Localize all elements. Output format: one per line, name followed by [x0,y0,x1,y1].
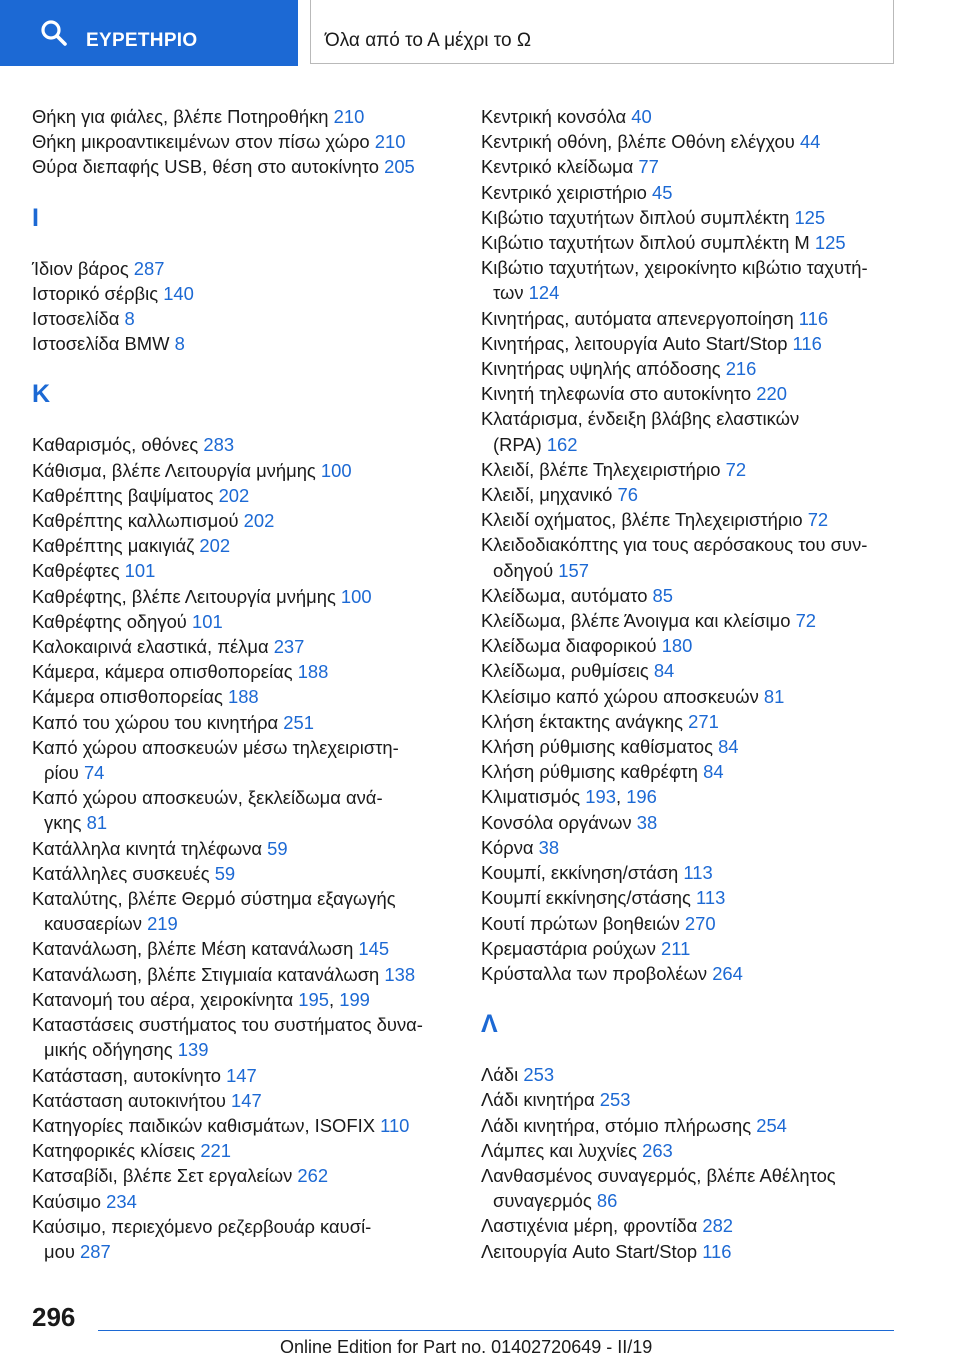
index-entry-term: Κάθισμα, βλέπε Λειτουργία μνήμης [32,459,321,481]
page-link[interactable]: 234 [106,1190,137,1212]
index-entry [32,306,462,331]
page-link[interactable]: 202 [218,484,250,506]
page-link[interactable]: 8 [174,333,185,355]
index-entry-term: Ιστοσελίδα [32,308,125,330]
index-entry [481,1213,911,1238]
index-entry [32,281,462,306]
index-entry [481,1163,911,1213]
page-link[interactable]: 140 [163,282,194,304]
index-entry [481,784,911,809]
index-entry [481,180,911,205]
index-entry [481,1239,911,1264]
index-entry [481,583,911,608]
page-link[interactable]: 195 [298,988,329,1010]
index-entry [481,482,911,507]
index-entry-term: Κουμπί, εκκίνηση/στάση [481,862,684,884]
index-entry [32,1163,462,1188]
page-link[interactable]: 85 [652,584,674,606]
page-link[interactable]: 270 [684,912,716,934]
index-entry-term: Κεντρικό χειριστήριο [481,181,652,203]
page-link[interactable]: 72 [795,610,817,632]
index-entry-term: Κλειδί, βλέπε Τηλεχειριστήριο [481,458,726,480]
page-link[interactable]: 124 [528,282,560,304]
index-entry [32,659,462,684]
page-link[interactable]: 40 [631,106,652,127]
index-entry [481,306,911,331]
index-entry-term: Κατανάλωση, βλέπε Στιγμιαία κατανάλωση [32,963,385,985]
page-link[interactable]: 216 [725,358,757,380]
index-entry-term: Κλειδοδιακόπτης για τους αερόσακους του συν- [481,534,868,556]
index-entry-term: Κιβώτιο ταχυτήτων διπλού συμπλέκτη M [481,232,815,254]
page-separator: , [615,786,627,808]
index-entry-term: Κλείσιμο καπό χώρου αποσκευών [481,685,764,707]
page-link[interactable]: 72 [725,458,747,480]
index-entry [481,709,911,734]
index-entry-term: Κεντρική οθόνη, βλέπε Οθόνη ελέγχου [481,131,800,153]
index-entry [481,961,911,986]
index-entry [32,861,462,886]
page-link[interactable]: 139 [177,1039,209,1061]
page-link[interactable]: 113 [696,887,726,909]
page-link[interactable]: 45 [652,181,673,203]
index-entry [32,584,462,609]
index-entry [32,104,462,129]
index-entry-term: Κρύσταλλα των προβολέων [481,962,713,984]
index-entry-term: Καθρέπτης μακιγιάζ [32,535,200,557]
index-entry-term: Καύσιμο, περιεχόμενο ρεζερβουάρ καυσί- [32,1215,372,1237]
page-link[interactable]: 180 [661,635,693,657]
index-entry-term: Καθρέφτες [32,560,125,582]
index-entry [481,255,911,305]
index-entry-term: Θήκη για φιάλες, βλέπε Ποτηροθήκη [32,106,334,127]
index-entry [32,886,462,936]
page-link[interactable]: 101 [191,610,223,632]
page-link[interactable]: 116 [798,307,829,329]
index-entry [32,154,462,179]
page-link[interactable]: 162 [546,433,578,455]
index-entry-term: Κονσόλα οργάνων [481,811,637,833]
index-entry [481,734,911,759]
page-link[interactable]: 263 [642,1139,673,1161]
index-entry-term: Κλήση έκτακτης ανάγκης [481,710,689,732]
index-entry [481,860,911,885]
index-entry [481,406,911,456]
index-entry [481,104,911,129]
page-link[interactable]: 8 [124,308,135,330]
page-link[interactable]: 59 [267,837,288,859]
index-entry [32,331,462,356]
page-link[interactable]: 282 [702,1215,734,1237]
index-entry [481,684,911,709]
page-link[interactable]: 81 [763,685,785,707]
index-entry [481,1087,911,1112]
page-link[interactable]: 145 [358,938,390,960]
index-entry-term: Κλατάρισμα, ένδειξη βλάβης ελαστικών [481,408,800,430]
page-link[interactable]: 100 [320,459,352,481]
index-entry-term: των [493,282,529,304]
index-entry-term: Ίδιον βάρος [32,257,134,279]
index-letter-heading: Λ [481,1010,498,1039]
index-entry-term: (RPA) [493,433,547,455]
index-entry-term: Καθαρισμός, οθόνες [32,434,204,456]
page-link[interactable]: 59 [214,862,236,884]
index-entry-term: Καλοκαιρινά ελαστικά, πέλμα [32,636,274,658]
index-entry-term: Καταστάσεις συστήματος του συστήματος δυνα- [32,1014,423,1036]
page-link[interactable]: 188 [227,686,259,708]
index-entry [481,129,911,154]
index-entry [32,609,462,634]
index-entry [481,1062,911,1087]
index-entry-term: Καταλύτης, βλέπε Θερμό σύστημα εξαγωγής [32,888,396,910]
index-entry-term: Ιστοσελίδα BMW [32,333,175,355]
index-entry-term: Κλείδωμα διαφορικού [481,635,662,657]
page-number: 296 [32,1302,76,1332]
page-link[interactable]: 101 [124,560,156,582]
index-entry-term: Κατανάλωση, βλέπε Μέση κατανάλωση [32,938,359,960]
index-entry-term: Κεντρικό κλείδωμα [481,156,639,178]
index-entry [481,1113,911,1138]
page-link[interactable]: 237 [273,636,305,658]
index-entry [32,508,462,533]
index-entry-term: Κατηφορικές κλίσεις [32,1140,201,1162]
index-entry-term: Κλιματισμός [481,786,586,808]
index-entry-term: Κουμπί εκκίνησης/στάσης [481,887,696,909]
page-link[interactable]: 125 [794,206,826,228]
index-entry-term: συναγερμός [493,1190,597,1212]
page-link[interactable]: 219 [147,913,178,935]
page-link[interactable]: 211 [661,937,691,959]
page-link[interactable]: 220 [756,383,787,405]
page-link[interactable]: 84 [718,736,739,758]
index-entry-term: Λάμπες και λυχνίες [481,1139,643,1161]
page-link[interactable]: 38 [538,836,560,858]
index-entry-term: Θύρα διεπαφής USB, θέση στο αυτοκίνητο [32,156,385,178]
index-entry-term: Κλείδωμα, ρυθμίσεις [481,660,654,682]
index-entry [481,507,911,532]
index-entry-term: Καθρέφτης, βλέπε Λειτουργία μνήμης [32,585,341,607]
page-link[interactable]: 116 [702,1240,732,1262]
index-entry [32,129,462,154]
page-link[interactable]: 196 [626,786,657,808]
index-entry [481,381,911,406]
index-entry-term: Καύσιμο [32,1190,107,1212]
page-link[interactable]: 84 [653,660,675,682]
index-entry [32,1088,462,1113]
index-entry [32,432,462,457]
page-link[interactable]: 251 [283,711,314,733]
index-entry [481,331,911,356]
index-entry [481,154,911,179]
index-entry [481,230,911,255]
page-link[interactable]: 72 [807,509,829,531]
index-entry-term: Λάδι κινητήρα, στόμιο πλήρωσης [481,1114,757,1136]
section-title: Όλα από το Α μέχρι το Ω [325,30,532,51]
index-entry [481,457,911,482]
index-entry-term: Λανθασμένος συναγερμός, βλέπε Αθέλητος [481,1164,836,1186]
index-entry [32,1189,462,1214]
index-entry [481,658,911,683]
index-entry [32,936,462,961]
index-entry-term: Κλείδωμα, αυτόματο [481,584,653,606]
index-entry [32,1138,462,1163]
index-entry-term: Κινητή τηλεφωνία στο αυτοκίνητο [481,383,757,405]
page-link[interactable]: 210 [333,106,365,127]
page-link[interactable]: 157 [558,559,589,581]
index-entry [32,836,462,861]
index-entry [481,759,911,784]
page-link[interactable]: 287 [80,1240,111,1262]
index-entry-term: Κατσαβίδι, βλέπε Σετ εργαλείων [32,1165,298,1187]
page-link[interactable]: 264 [712,962,743,984]
index-entry-term: οδηγού [493,559,559,581]
index-entry-term: γκης [44,812,87,834]
index-entry [32,684,462,709]
page-separator: , [328,988,340,1010]
index-entry-term: Ιστορικό σέρβις [32,282,164,304]
index-entry-term: Κλειδί οχήματος, βλέπε Τηλεχειριστήριο [481,509,808,531]
page-link[interactable]: 81 [86,812,108,834]
index-entry-term: μου [44,1240,80,1262]
index-entry-term: Κλειδί, μηχανικό [481,484,618,506]
page-link[interactable]: 113 [683,862,713,884]
index-entry-term: Κόρνα [481,836,539,858]
page-link[interactable]: 283 [203,434,235,456]
index-letter-heading: Ι [32,203,39,232]
index-column-left [32,104,462,1264]
index-entry-term: Κουτί πρώτων βοηθειών [481,912,685,934]
index-entry-term: Κατάσταση, αυτοκίνητο [32,1064,227,1086]
page-link[interactable]: 287 [133,257,165,279]
index-entry [481,810,911,835]
index-entry-term: Καπό χώρου αποσκευών μέσω τηλεχειριστη- [32,736,399,758]
index-entry-term: καυσαερίων [44,913,148,935]
index-entry-term: Κιβώτιο ταχυτήτων διπλού συμπλέκτη [481,206,795,228]
index-entry-term: Κατάλληλα κινητά τηλέφωνα [32,837,268,859]
index-entry-term: Κάμερα οπισθοπορείας [32,686,228,708]
page-link[interactable]: 44 [799,131,821,153]
index-column-right [481,104,911,1264]
page-link[interactable]: 147 [231,1089,262,1111]
footer-divider [98,1330,894,1331]
index-entry-term: Κάμερα, κάμερα οπισθοπορείας [32,661,298,683]
section-title-box [310,0,894,64]
search-icon [40,19,68,47]
index-entry [481,936,911,961]
index-entry-term: ρίου [44,762,84,784]
page-link[interactable]: 221 [200,1140,232,1162]
index-entry-term: Λάδι [481,1064,524,1086]
index-entry [32,987,462,1012]
page-link[interactable]: 205 [384,156,415,178]
index-entry [481,1138,911,1163]
page-link[interactable]: 253 [599,1089,631,1111]
page-link[interactable]: 253 [523,1064,555,1086]
index-entry-term: Καπό χώρου αποσκευών, ξεκλείδωμα ανά- [32,787,383,809]
index-entry [481,205,911,230]
page-link[interactable]: 147 [226,1064,257,1086]
index-entry-term: Κινητήρας υψηλής απόδοσης [481,358,726,380]
page-link[interactable]: 38 [636,811,658,833]
index-entry-term: Κατηγορίες παιδικών καθισμάτων, ISOFIX [32,1114,381,1136]
index-entry-term: Κλήση ρύθμισης καθίσματος [481,736,719,758]
page-link[interactable]: 202 [243,510,275,532]
page-link[interactable]: 262 [297,1165,329,1187]
page-link[interactable]: 254 [756,1114,787,1136]
edition-note: Online Edition for Part no. 01402720649 - II/19 [280,1337,653,1357]
index-entry [32,558,462,583]
index-entry-term: Κιβώτιο ταχυτήτων, χειροκίνητο κιβώτιο ταχυτή- [481,257,868,279]
index-entry-term: Κινητήρας, λειτουργία Auto Start/Stop [481,332,793,354]
page-link[interactable]: 202 [199,535,231,557]
index-tab[interactable] [0,0,298,66]
page-link[interactable]: 86 [596,1190,618,1212]
index-entry-term: Κλείδωμα, βλέπε Άνοιγμα και κλείσιμο [481,610,796,632]
index-entry-term: Καθρέπτης καλλωπισμού [32,510,244,532]
index-entry [481,835,911,860]
page-header [0,0,960,66]
index-entry [32,458,462,483]
page-link[interactable]: 76 [617,484,638,506]
page-link[interactable]: 210 [374,131,406,153]
page-link[interactable]: 188 [297,661,329,683]
index-entry-term: Θήκη μικροαντικειμένων στον πίσω χώρο [32,131,375,153]
index-entry [32,1012,462,1062]
index-entry [32,483,462,508]
index-entry [32,735,462,785]
page-link[interactable]: 84 [703,761,724,783]
index-entry-term: Λάδι κινητήρα [481,1089,600,1111]
index-entry-term: Κατανομή του αέρα, χειροκίνητα [32,988,299,1010]
index-entry [32,533,462,558]
index-entry [481,608,911,633]
page-link[interactable]: 100 [340,585,372,607]
index-entry-term: Κλήση ρύθμισης καθρέφτη [481,761,704,783]
page-link[interactable]: 193 [585,786,616,808]
page-link[interactable]: 77 [638,156,659,178]
index-entry [32,256,462,281]
index-entry [32,634,462,659]
index-entry-term: Λαστιχένια μέρη, φροντίδα [481,1215,703,1237]
index-entry [32,1063,462,1088]
index-entry [32,1214,462,1264]
index-entry [481,633,911,658]
index-entry-term: Λειτουργία Auto Start/Stop [481,1240,703,1262]
index-entry [32,962,462,987]
page-link[interactable]: 271 [688,710,719,732]
index-tab-label: ΕΥΡΕΤΗΡΙΟ [86,30,198,51]
index-entry-term: Καθρέπτης βαψίματος [32,484,219,506]
index-entry-term: Καπό του χώρου του κινητήρα [32,711,284,733]
index-entry-term: Κεντρική κονσόλα [481,106,632,127]
page-link[interactable]: 74 [83,762,105,784]
index-entry [481,532,911,582]
page-link[interactable]: 110 [380,1114,410,1136]
index-entry-term: μικής οδήγησης [44,1039,178,1061]
index-letter-heading: Κ [32,380,51,409]
page-link[interactable]: 138 [384,963,416,985]
index-entry-term: Κατάσταση αυτοκινήτου [32,1089,232,1111]
page-link[interactable]: 116 [792,332,822,354]
page-link[interactable]: 199 [339,988,370,1010]
index-entry [481,911,911,936]
index-entry [32,710,462,735]
index-entry [32,785,462,835]
index-entry [32,1113,462,1138]
index-entry-term: Κατάλληλες συσκευές [32,862,215,884]
index-entry [481,356,911,381]
index-entry-term: Κρεμαστάρια ρούχων [481,937,661,959]
index-entry-term: Καθρέφτης οδηγού [32,610,192,632]
index-entry [481,885,911,910]
index-entry-term: Κινητήρας, αυτόματα απενεργοποίηση [481,307,799,329]
page-link[interactable]: 125 [814,232,846,254]
